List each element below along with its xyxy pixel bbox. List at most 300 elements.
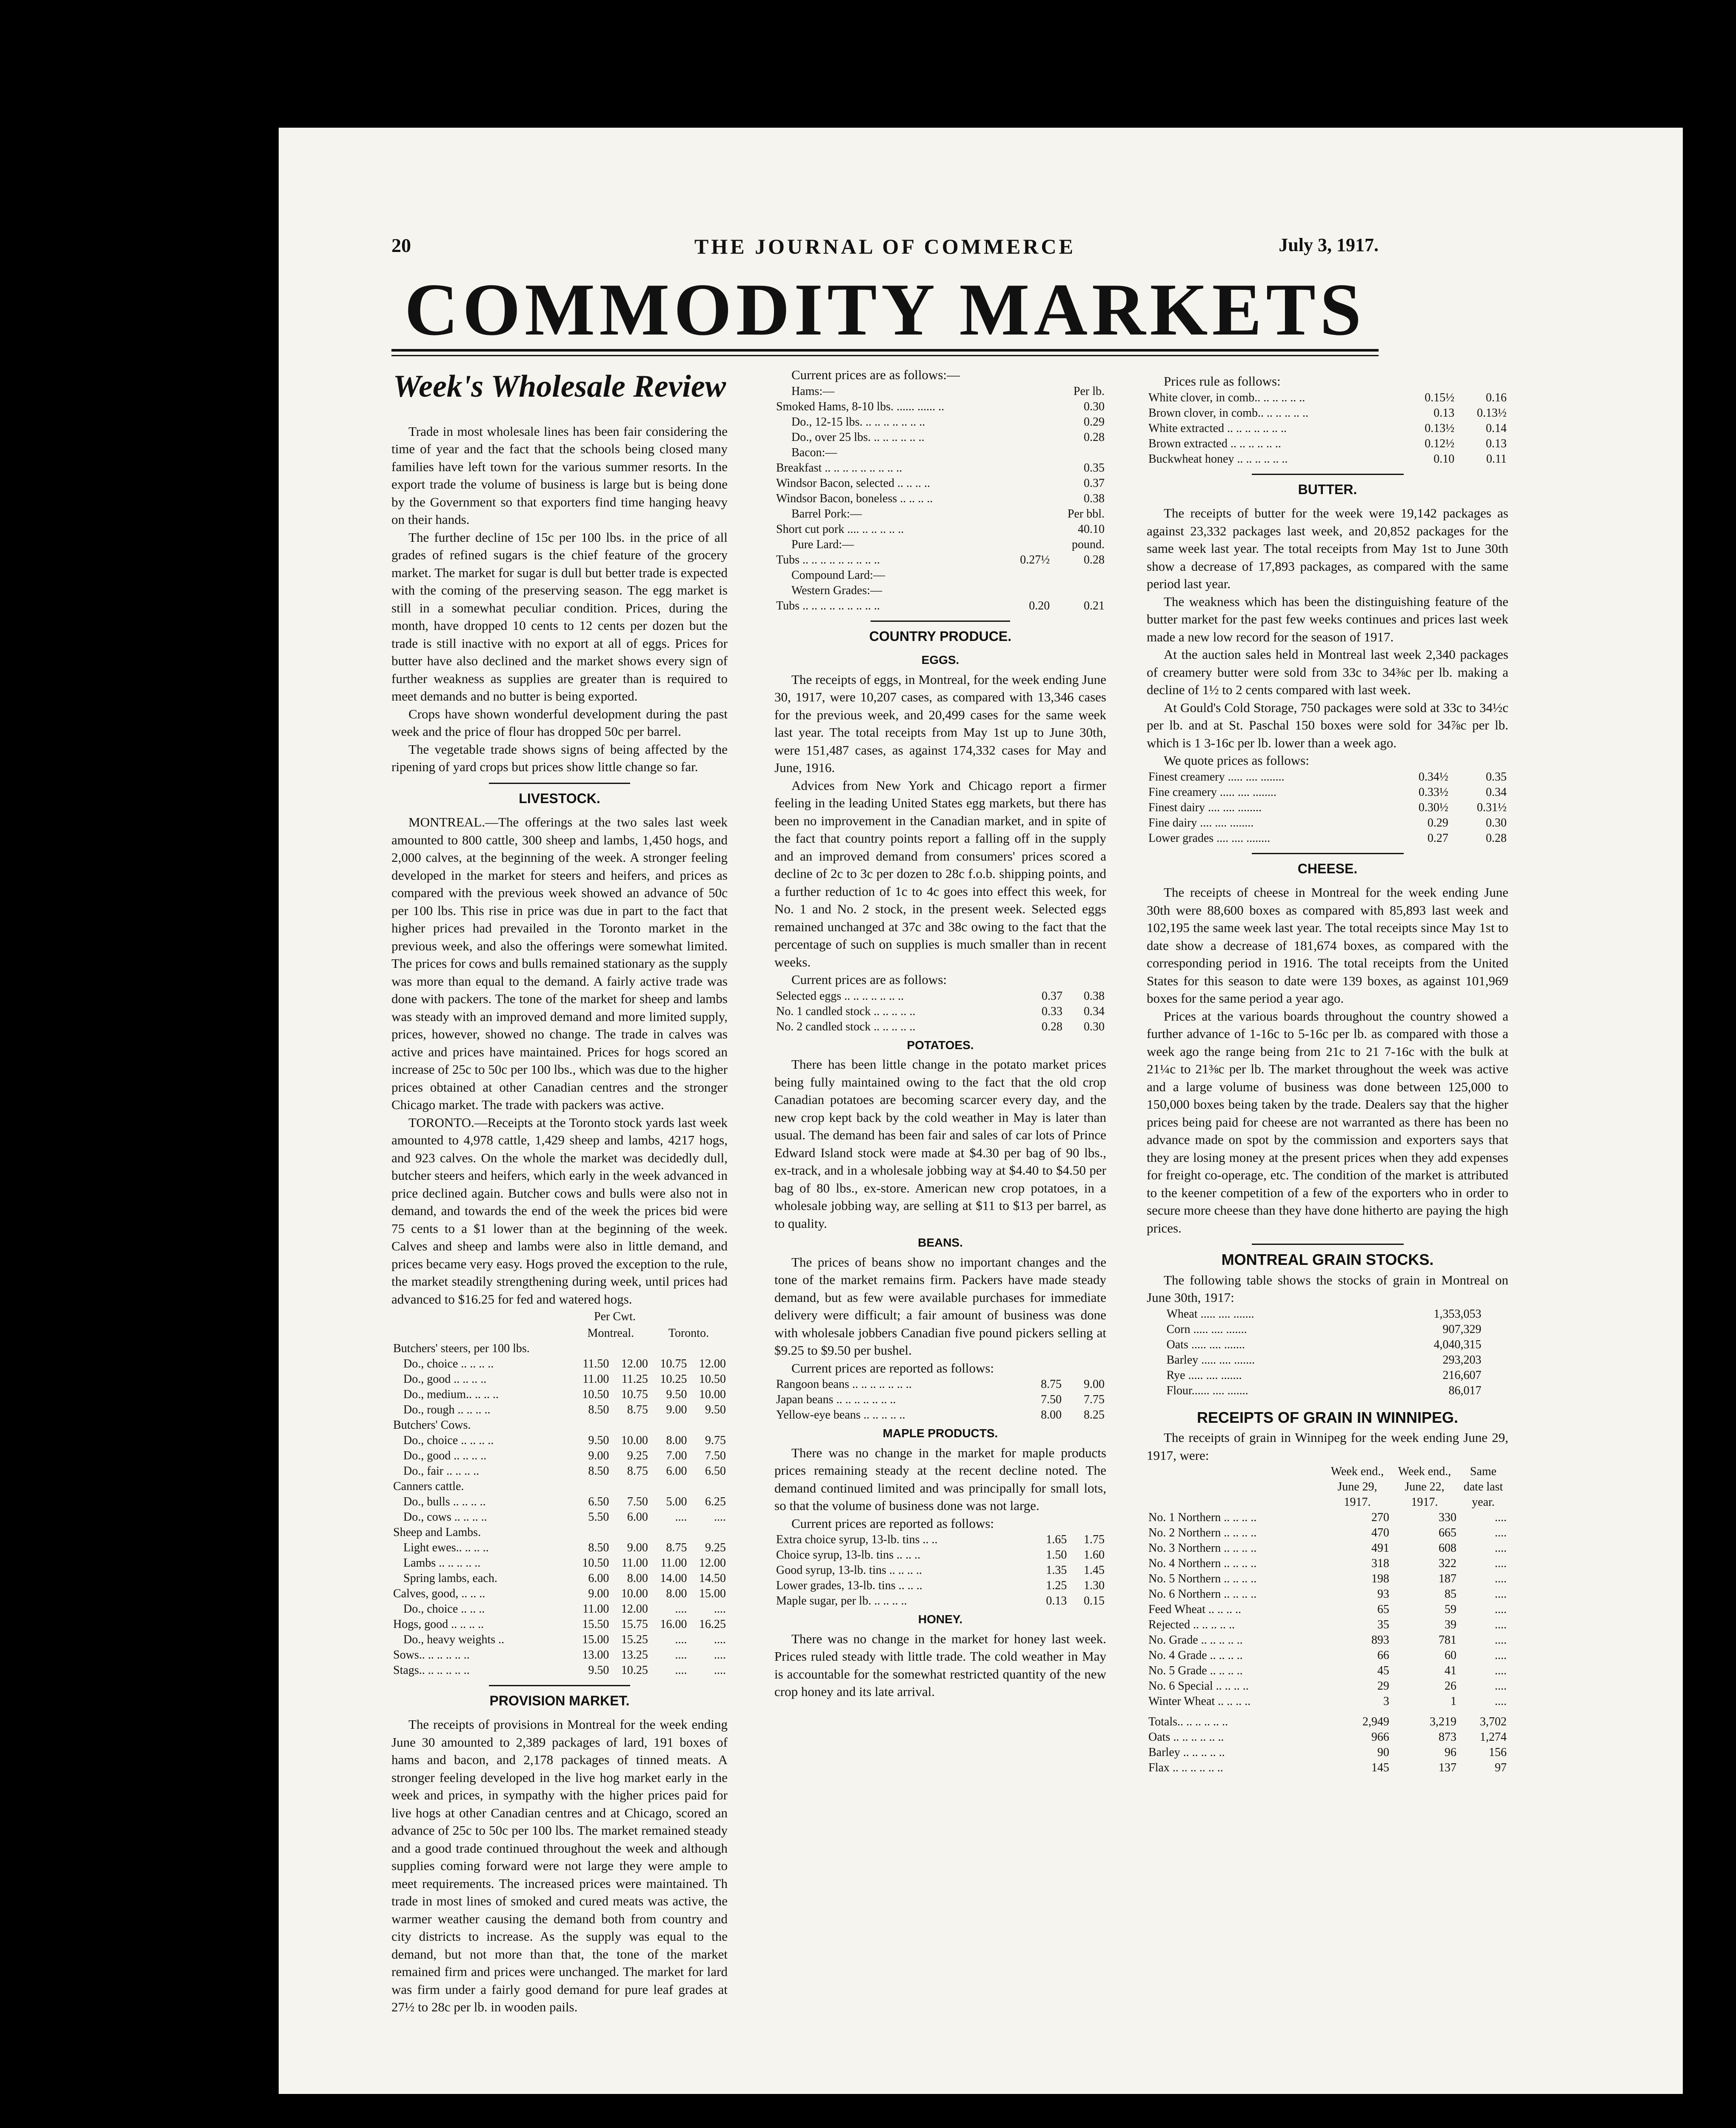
row-label: Totals.. .. .. .. .. .. bbox=[1148, 1715, 1228, 1728]
maple-body bbox=[774, 1444, 1106, 1515]
price-cell: 8.50 bbox=[588, 1464, 609, 1478]
stock-value: 293,203 bbox=[1442, 1353, 1482, 1367]
row-label: Lower grades, 13-lb. tins .. .. .. bbox=[776, 1579, 922, 1592]
livestock-row bbox=[391, 1418, 728, 1433]
price-cell: 14.50 bbox=[699, 1571, 726, 1585]
receipt-cell: 41 bbox=[1445, 1664, 1456, 1677]
row-label: Light ewes.. .. .. .. bbox=[403, 1541, 489, 1554]
price-cell: .... bbox=[714, 1648, 726, 1662]
row-label: Smoked Hams, 8-10 lbs. ...... ...... .. bbox=[776, 400, 945, 413]
col-week-june-22: Week end., June 22, 1917. bbox=[1398, 1465, 1451, 1509]
provision-row bbox=[774, 384, 1106, 399]
row-label: Tubs .. .. .. .. .. .. .. .. .. bbox=[776, 599, 880, 612]
eggs-body bbox=[774, 671, 1106, 971]
grain-stock-row bbox=[1165, 1368, 1483, 1383]
price-cell bbox=[650, 1525, 689, 1540]
price-cell bbox=[611, 1341, 650, 1356]
price-low: 0.30½ bbox=[1418, 801, 1448, 814]
row-label: Winter Wheat .. .. .. .. bbox=[1148, 1695, 1251, 1708]
receipt-cell: .... bbox=[1495, 1618, 1507, 1631]
row-label: No. 5 Grade .. .. .. .. bbox=[1148, 1664, 1243, 1677]
price-low: 0.13 bbox=[1433, 406, 1455, 420]
price-low: 7.50 bbox=[1041, 1393, 1062, 1406]
receipt-cell: .... bbox=[1495, 1603, 1507, 1616]
col-toronto: Toronto. bbox=[668, 1326, 709, 1340]
receipt-cell: 66 bbox=[1377, 1649, 1389, 1662]
price-cell bbox=[688, 1341, 728, 1356]
maple-row bbox=[774, 1593, 1106, 1609]
price-cell bbox=[572, 1341, 611, 1356]
receipt-cell: .... bbox=[1495, 1511, 1507, 1524]
price-cell: 9.75 bbox=[705, 1433, 726, 1447]
row-label: Flour...... .... ....... bbox=[1166, 1384, 1248, 1397]
row-label: Tubs .. .. .. .. .. .. .. .. .. bbox=[776, 553, 880, 566]
provision-row bbox=[774, 522, 1106, 537]
receipt-cell: .... bbox=[1495, 1633, 1507, 1647]
price-cell: 6.25 bbox=[705, 1495, 726, 1508]
price-high: 0.11 bbox=[1486, 452, 1507, 466]
masthead-rule-thin bbox=[391, 355, 1379, 356]
price-high: 9.00 bbox=[1084, 1378, 1105, 1391]
price-high: 0.21 bbox=[1084, 599, 1105, 612]
price-low: 0.10 bbox=[1433, 452, 1455, 466]
column-3 bbox=[1147, 372, 1508, 1776]
row-label: Rangoon beans .. .. .. .. .. .. .. bbox=[776, 1378, 912, 1391]
price-cell: 9.00 bbox=[666, 1403, 687, 1416]
price-cell: 9.00 bbox=[627, 1541, 648, 1554]
livestock-row bbox=[391, 1617, 728, 1632]
row-label: Sows.. .. .. .. .. .. bbox=[393, 1648, 470, 1662]
price-cell: 5.50 bbox=[588, 1510, 609, 1524]
row-label: Flax .. .. .. .. .. .. bbox=[1148, 1761, 1223, 1774]
row-label: No. 3 Northern .. .. .. .. bbox=[1148, 1542, 1257, 1555]
price-low bbox=[1007, 522, 1052, 537]
livestock-table-caption: Per Cwt. bbox=[594, 1310, 636, 1324]
row-label: Finest dairy .... .... ........ bbox=[1148, 801, 1262, 814]
row-label: Sheep and Lambs. bbox=[393, 1525, 481, 1539]
price-low bbox=[1007, 430, 1052, 445]
price-high: 0.34 bbox=[1084, 1004, 1105, 1018]
row-label: No. 5 Northern .. .. .. .. bbox=[1148, 1572, 1257, 1585]
winnipeg-row bbox=[1147, 1679, 1508, 1694]
price-high: 0.28 bbox=[1084, 430, 1105, 444]
butter-row bbox=[1147, 831, 1508, 846]
row-label: No. 2 candled stock .. .. .. .. .. bbox=[776, 1020, 916, 1033]
price-cell: 6.50 bbox=[705, 1464, 726, 1478]
price-high: 0.13½ bbox=[1477, 406, 1507, 420]
butter-row bbox=[1147, 769, 1508, 785]
grain-stocks-table bbox=[1165, 1307, 1483, 1399]
row-label: Oats .. .. .. .. .. .. bbox=[1148, 1730, 1224, 1744]
price-cell: 11.00 bbox=[582, 1602, 609, 1616]
price-cell: 9.50 bbox=[705, 1403, 726, 1416]
receipt-cell: 45 bbox=[1377, 1664, 1389, 1677]
issue-date: July 3, 1917. bbox=[1279, 235, 1379, 255]
livestock-row bbox=[391, 1602, 728, 1617]
price-cell bbox=[688, 1418, 728, 1433]
price-cell: 7.50 bbox=[627, 1495, 648, 1508]
row-label: Selected eggs .. .. .. .. .. .. .. bbox=[776, 989, 904, 1003]
row-label: Do., over 25 lbs. .. .. .. .. .. .. bbox=[791, 430, 925, 444]
maple-row bbox=[774, 1563, 1106, 1578]
livestock-row bbox=[391, 1341, 728, 1356]
price-high: 7.75 bbox=[1084, 1393, 1105, 1406]
price-cell: 11.25 bbox=[621, 1372, 648, 1386]
price-cell: .... bbox=[714, 1633, 726, 1646]
price-cell: 10.25 bbox=[621, 1663, 648, 1677]
row-label: Wheat ..... .... ....... bbox=[1166, 1307, 1254, 1321]
price-cell: 9.25 bbox=[627, 1449, 648, 1462]
winnipeg-row bbox=[1147, 1648, 1508, 1663]
stock-value: 86,017 bbox=[1448, 1384, 1482, 1397]
row-label: Do., fair .. .. .. .. bbox=[403, 1464, 480, 1478]
potatoes-title: POTATOES. bbox=[907, 1038, 974, 1052]
country-title: COUNTRY PRODUCE. bbox=[869, 628, 1012, 644]
price-cell: .... bbox=[714, 1663, 726, 1677]
price-low: 0.29 bbox=[1427, 816, 1448, 829]
provision-paragraph: The receipts of provisions in Montreal for the week ending June 30 amounted to 2,389 packages of lard, 191 boxes of hams and bacon, and 2,178 packages of tinned meats. A stronger feeling developed in the live hog market early in the week and prices, in sympathy with the higher prices paid for live hogs at other Canadian centres and at Chicago, scored an advance of 25c to 50c per 100 lbs. The market remained steady and a good trade continued throughout the week and although supplies coming forward were not large they were ample to meet requirements. The increased prices were maintained. Th trade in most lines of smoked and cured meats was active, the warmer weather causing the demand both from country and city districts to increase. As the supply was equal to the demand, but not more than that, the tone of the market remained firm and prices were unchanged. The market for lard was firm under a fairly good demand for pure leaf grades at 27½ to 28c per lb. in wooden pails. bbox=[391, 1717, 728, 2015]
receipt-cell: 96 bbox=[1445, 1746, 1456, 1759]
review-paragraph: Crops have shown wonderful development during the past week and the price of flour has dropped 50c per barrel. bbox=[391, 706, 728, 739]
row-label: Windsor Bacon, selected .. .. .. .. bbox=[776, 476, 931, 490]
butter-paragraph: At the auction sales held in Montreal last week 2,340 packages of creamery butter were sold from 33c to 34⅜c per lb. making a decline of 1½ to 2 cents compared with last week. bbox=[1147, 647, 1508, 697]
receipt-cell: 318 bbox=[1371, 1557, 1389, 1570]
price-cell: 14.00 bbox=[660, 1571, 687, 1585]
receipt-cell: 491 bbox=[1371, 1542, 1389, 1555]
price-cell: 9.00 bbox=[588, 1587, 609, 1600]
price-cell: 5.00 bbox=[666, 1495, 687, 1508]
receipt-cell: 187 bbox=[1439, 1572, 1456, 1585]
winnipeg-row bbox=[1147, 1556, 1508, 1571]
price-cell: 7.50 bbox=[705, 1449, 726, 1462]
price-low: 0.33½ bbox=[1418, 785, 1448, 799]
row-label: Butchers' steers, per 100 lbs. bbox=[393, 1341, 530, 1355]
row-label: Short cut pork .... .. .. .. .. .. bbox=[776, 522, 904, 536]
price-high: 0.16 bbox=[1486, 391, 1507, 404]
row-label: Bacon:— bbox=[791, 446, 837, 459]
row-label: Finest creamery ..... .... ........ bbox=[1148, 770, 1285, 784]
price-cell: 7.00 bbox=[666, 1449, 687, 1462]
section-rule bbox=[1252, 853, 1404, 854]
price-low: 0.12½ bbox=[1425, 437, 1455, 450]
row-label: Do., choice .. .. .. bbox=[403, 1602, 485, 1616]
provision-row bbox=[774, 598, 1106, 614]
receipt-cell: 3,702 bbox=[1480, 1715, 1507, 1728]
price-cell: 9.25 bbox=[705, 1541, 726, 1554]
livestock-row bbox=[391, 1356, 728, 1372]
winnipeg-row bbox=[1147, 1602, 1508, 1617]
provision-row bbox=[774, 476, 1106, 491]
price-high: 0.37 bbox=[1084, 476, 1105, 490]
provision-row bbox=[774, 460, 1106, 476]
receipt-cell: 3,219 bbox=[1430, 1715, 1456, 1728]
receipt-cell: 665 bbox=[1439, 1526, 1456, 1539]
price-cell: 8.00 bbox=[627, 1571, 648, 1585]
receipt-cell: 470 bbox=[1371, 1526, 1389, 1539]
provision-body bbox=[391, 1716, 728, 2016]
price-high: 0.38 bbox=[1084, 492, 1105, 505]
stock-value: 4,040,315 bbox=[1433, 1338, 1482, 1351]
price-low: 0.20 bbox=[1029, 599, 1050, 612]
receipt-cell: 1 bbox=[1450, 1695, 1456, 1708]
price-low: 8.75 bbox=[1041, 1378, 1062, 1391]
price-cell: 10.00 bbox=[621, 1587, 648, 1600]
winnipeg-row bbox=[1147, 1663, 1508, 1679]
price-cell: 8.00 bbox=[666, 1587, 687, 1600]
price-cell: 15.50 bbox=[582, 1617, 609, 1631]
livestock-row bbox=[391, 1372, 728, 1387]
price-high: 0.28 bbox=[1084, 553, 1105, 566]
price-cell: 16.00 bbox=[660, 1617, 687, 1631]
cheese-paragraph: Prices at the various boards throughout the country showed a further advance of 1-16c to 5-16c per lb. as compared with those a week ago the range being from 21c to 21 7-16c with the bulk at 21¼c to 21⅜c per lb. The market throughout the week was active and a large volume of business was done between 125,000 to 150,000 boxes being taken by the trade. Dealers say that the higher prices being paid for cheese are not warranted as there has been no advance made on spot by the commission and exporters says that they are losing money at the present prices when they add expenses for freight co-operage, etc. The condition of the market is attributed to the keener competition of a few of the exporters who in order to secure more cheese than they have done hitherto are paying the high prices. bbox=[1147, 1008, 1508, 1236]
receipt-cell: 97 bbox=[1495, 1761, 1507, 1774]
price-high: 0.29 bbox=[1084, 415, 1105, 429]
eggs-intro: Current prices are as follows: bbox=[791, 972, 947, 987]
potatoes-body bbox=[774, 1055, 1106, 1232]
price-cell: .... bbox=[675, 1602, 687, 1616]
price-high: 0.31½ bbox=[1477, 801, 1507, 814]
price-cell bbox=[650, 1341, 689, 1356]
page-header bbox=[391, 234, 1379, 264]
price-low bbox=[1007, 491, 1052, 506]
price-cell: 12.00 bbox=[621, 1357, 648, 1370]
butter-row bbox=[1147, 785, 1508, 800]
receipt-cell: .... bbox=[1495, 1572, 1507, 1585]
livestock-title: LIVESTOCK. bbox=[519, 790, 600, 806]
price-low: 0.28 bbox=[1042, 1020, 1063, 1033]
livestock-row bbox=[391, 1448, 728, 1464]
price-high: Per bbl. bbox=[1067, 507, 1105, 521]
price-cell: 9.00 bbox=[588, 1449, 609, 1462]
honey-paragraph: There was no change in the market for honey last week. Prices ruled steady with little trade. The cold weather in May is accountable for the somewhat restricted quantity of the new crop honey and its late arrival. bbox=[774, 1631, 1106, 1699]
row-label: No. 2 Northern .. .. .. .. bbox=[1148, 1526, 1257, 1539]
price-cell: 10.00 bbox=[621, 1433, 648, 1447]
row-label: Maple sugar, per lb. .. .. .. .. bbox=[776, 1594, 907, 1607]
price-low bbox=[1007, 445, 1052, 460]
winnipeg-total-row bbox=[1147, 1760, 1508, 1776]
livestock-row bbox=[391, 1556, 728, 1571]
price-low bbox=[1007, 415, 1052, 430]
review-paragraph: The further decline of 15c per 100 lbs. in the price of all grades of refined sugars is the chief feature of the grocery market. The market for sugar is dull but better trade is expected with the coming of the preserving season. The egg market is still in a somewhat peculiar condition. Prices, during the month, have dropped 10 cents to 12 cents per dozen but the trade is still inactive with no export at all of eggs. Prices for butter have also declined and the market shows every sign of further weakness as supplies are greater than is required to meet demands and no butter is being exported. bbox=[391, 529, 728, 704]
honey-row bbox=[1147, 436, 1508, 452]
row-label: White clover, in comb.. .. .. .. .. .. bbox=[1148, 391, 1305, 404]
row-label: Yellow-eye beans .. .. .. .. .. bbox=[776, 1408, 905, 1422]
row-label: Rejected .. .. .. .. .. bbox=[1148, 1618, 1235, 1631]
beans-paragraph: The prices of beans show no important changes and the tone of the market remains firm. Packers have made steady demand, but as few were available purchases for immediate delivery were difficult; a fair amount of business was done with wholesale jobbers Canadian five pound pickers selling at $9.25 to $9.50 per bushel. bbox=[774, 1254, 1106, 1358]
honey-row bbox=[1147, 406, 1508, 421]
review-paragraph: The vegetable trade shows signs of being affected by the ripening of yard crops but prices show little change so far. bbox=[391, 741, 728, 775]
stock-value: 907,329 bbox=[1442, 1322, 1482, 1336]
livestock-row bbox=[391, 1464, 728, 1479]
receipt-cell: 330 bbox=[1439, 1511, 1456, 1524]
beans-row bbox=[774, 1407, 1106, 1423]
price-cell: 6.00 bbox=[627, 1510, 648, 1524]
price-cell: .... bbox=[714, 1602, 726, 1616]
price-low bbox=[1007, 568, 1052, 583]
row-label: Calves, good, .. .. .. bbox=[393, 1587, 485, 1600]
eggs-paragraph: Advices from New York and Chicago report a firmer feeling in the leading United States egg markets, but there has been no improvement in the Canadian market, and in spite of the fact that country points report a falling off in the supply and an improved demand from consumers' prices scored a decline of 2c to 3c per dozen to 28c f.o.b. shipping points, and a further reduction of 1c to 4c goes into effect this week, for No. 1 and No. 2 stock, in the present week. Selected eggs remained unchanged at 37c and 38c owing to the fact that the percentage of such on supplies is much smaller than in recent weeks. bbox=[774, 778, 1106, 970]
row-label: Breakfast .. .. .. .. .. .. .. .. .. bbox=[776, 461, 902, 475]
livestock-row bbox=[391, 1494, 728, 1510]
provision-row bbox=[774, 568, 1106, 583]
maple-row bbox=[774, 1578, 1106, 1593]
section-rule bbox=[1252, 1244, 1404, 1245]
column-1 bbox=[391, 366, 728, 2016]
winnipeg-row bbox=[1147, 1525, 1508, 1541]
livestock-row bbox=[391, 1571, 728, 1586]
row-label: Good syrup, 13-lb. tins .. .. .. .. bbox=[776, 1564, 922, 1577]
row-label: Hogs, good .. .. .. .. bbox=[393, 1617, 484, 1631]
receipt-cell: 90 bbox=[1377, 1746, 1389, 1759]
beans-row bbox=[774, 1377, 1106, 1392]
stock-value: 216,607 bbox=[1442, 1368, 1482, 1382]
row-label: Feed Wheat .. .. .. .. bbox=[1148, 1603, 1241, 1616]
provision-row bbox=[774, 506, 1106, 522]
row-label: Western Grades:— bbox=[791, 583, 882, 597]
row-label: No. Grade .. .. .. .. .. bbox=[1148, 1633, 1243, 1647]
grain-stocks-title: MONTREAL GRAIN STOCKS. bbox=[1221, 1251, 1434, 1268]
livestock-row bbox=[391, 1525, 728, 1540]
row-label: Canners cattle. bbox=[393, 1479, 464, 1493]
cheese-body bbox=[1147, 884, 1508, 1237]
price-low: 1.25 bbox=[1046, 1579, 1067, 1592]
receipt-cell: 29 bbox=[1377, 1679, 1389, 1693]
price-cell: 13.00 bbox=[582, 1648, 609, 1662]
price-cell: 8.75 bbox=[666, 1541, 687, 1554]
livestock-row bbox=[391, 1479, 728, 1494]
maple-intro: Current prices are reported as follows: bbox=[791, 1516, 994, 1531]
provision-row bbox=[774, 491, 1106, 506]
receipt-cell: 65 bbox=[1377, 1603, 1389, 1616]
review-paragraph: Trade in most wholesale lines has been fair considering the time of year and the fact that the schools being closed many families have left town for the various summer resorts. In the export trade the volume of business is large but is being done by the Government so that exporters find time hanging heavy on their hands. bbox=[391, 423, 728, 527]
potatoes-paragraph: There has been little change in the potato market prices being fully maintained owing to the fact that the old crop Canadian potatoes are becoming scarcer every day, and the new crop kept back by the cold weather in May is later than usual. The demand has been fair and sales of car lots of Prince Edward Island stock were made at $4.30 per bag of 90 lbs., ex-track, and in a wholesale jobbing way at $4.40 to $4.50 per bag of 80 lbs., ex-store. American new crop potatoes, in a wholesale jobbing way, are selling at $11 to $13 per barrel, as to quality. bbox=[774, 1057, 1106, 1231]
price-cell: .... bbox=[675, 1510, 687, 1524]
price-cell: 10.00 bbox=[699, 1387, 726, 1401]
provision-row bbox=[774, 399, 1106, 415]
receipt-cell: 2,949 bbox=[1362, 1715, 1389, 1728]
livestock-body bbox=[391, 813, 728, 1308]
price-low: 1.35 bbox=[1046, 1564, 1067, 1577]
receipt-cell: 1,274 bbox=[1480, 1730, 1507, 1744]
price-high: 0.30 bbox=[1486, 816, 1507, 829]
row-label: Do., cows .. .. .. .. bbox=[403, 1510, 487, 1524]
price-low: 0.13½ bbox=[1425, 421, 1455, 435]
price-cell bbox=[572, 1418, 611, 1433]
price-cell: 8.75 bbox=[627, 1464, 648, 1478]
price-cell: 11.00 bbox=[582, 1372, 609, 1386]
provision-row bbox=[774, 583, 1106, 598]
row-label: Do., rough .. .. .. .. bbox=[403, 1403, 491, 1416]
provision-row bbox=[774, 445, 1106, 460]
price-cell: 6.00 bbox=[666, 1464, 687, 1478]
price-low bbox=[1007, 460, 1052, 476]
row-label: Do., good .. .. .. .. bbox=[403, 1449, 487, 1462]
butter-body bbox=[1147, 504, 1508, 752]
price-low bbox=[1007, 384, 1052, 399]
price-low: 0.27½ bbox=[1020, 553, 1050, 566]
winnipeg-intro: The receipts of grain in Winnipeg for the week ending June 29, 1917, were: bbox=[1147, 1430, 1508, 1463]
row-label: Lower grades .... .... ........ bbox=[1148, 831, 1271, 845]
row-label: Compound Lard:— bbox=[791, 568, 885, 582]
row-label: Choice syrup, 13-lb. tins .. .. .. bbox=[776, 1548, 921, 1562]
newspaper-page bbox=[279, 128, 1683, 2094]
price-cell: 6.00 bbox=[588, 1571, 609, 1585]
col-week-june-29: Week end., June 29, 1917. bbox=[1331, 1465, 1384, 1509]
livestock-row bbox=[391, 1402, 728, 1418]
row-label: Brown extracted .. .. .. .. .. .. bbox=[1148, 437, 1281, 450]
price-low bbox=[1007, 537, 1052, 552]
masthead: COMMODITY MARKETS bbox=[404, 268, 1366, 351]
row-label: White extracted .. .. .. .. .. .. .. bbox=[1148, 421, 1287, 435]
maple-paragraph: There was no change in the market for maple products prices remaining steady at the recent decline noted. The demand continued limited and was principally for small lots, so that the volume of business done was not large. bbox=[774, 1445, 1106, 1513]
price-high: 0.28 bbox=[1486, 831, 1507, 845]
provision-row bbox=[774, 537, 1106, 552]
provision-row bbox=[774, 415, 1106, 430]
row-label: Japan beans .. .. .. .. .. .. .. bbox=[776, 1393, 896, 1406]
row-label: No. 4 Grade .. .. .. .. bbox=[1148, 1649, 1243, 1662]
butter-paragraph: The receipts of butter for the week were 19,142 packages as against 23,332 packages last week, and 20,852 packages for the same week last year. The total receipts from May 1st to June 30th show a decrease of 17,893 packages, as compared with the same period last year. bbox=[1147, 506, 1508, 591]
honey-title: HONEY. bbox=[918, 1613, 963, 1626]
butter-row bbox=[1147, 800, 1508, 815]
row-label: No. 4 Northern .. .. .. .. bbox=[1148, 1557, 1257, 1570]
receipt-cell: .... bbox=[1495, 1679, 1507, 1693]
page-number: 20 bbox=[391, 235, 411, 256]
row-label: Do., medium.. .. .. .. bbox=[403, 1387, 499, 1401]
winnipeg-total-row bbox=[1147, 1730, 1508, 1745]
price-cell: .... bbox=[675, 1663, 687, 1677]
maple-row bbox=[774, 1547, 1106, 1563]
price-cell: 10.75 bbox=[621, 1387, 648, 1401]
row-label: Barley .. .. .. .. .. bbox=[1148, 1746, 1225, 1759]
price-cell bbox=[611, 1525, 650, 1540]
review-title: Week's Wholesale Review bbox=[393, 369, 726, 404]
livestock-table bbox=[391, 1326, 728, 1678]
price-high: 1.30 bbox=[1084, 1579, 1105, 1592]
row-label: Corn ..... .... ....... bbox=[1166, 1322, 1247, 1336]
price-high: 8.25 bbox=[1084, 1408, 1105, 1422]
row-label: Fine creamery ..... .... ........ bbox=[1148, 785, 1276, 799]
stock-value: 1,353,053 bbox=[1433, 1307, 1482, 1321]
price-cell bbox=[572, 1479, 611, 1494]
receipt-cell: 137 bbox=[1439, 1761, 1456, 1774]
receipt-cell: 966 bbox=[1371, 1730, 1389, 1744]
livestock-row bbox=[391, 1632, 728, 1647]
maple-title: MAPLE PRODUCTS. bbox=[882, 1427, 998, 1440]
maple-table bbox=[774, 1532, 1106, 1609]
receipt-cell: 93 bbox=[1377, 1587, 1389, 1601]
butter-paragraph: At Gould's Cold Storage, 750 packages were sold at 33c to 34½c per lb. and at St. Paschal 150 boxes were sold for 34⅞c per lb. which is 1 3-16c per lb. lower than a week ago. bbox=[1147, 700, 1508, 750]
price-cell: 12.00 bbox=[621, 1602, 648, 1616]
row-label: Spring lambs, each. bbox=[403, 1571, 497, 1585]
livestock-row bbox=[391, 1433, 728, 1448]
price-low bbox=[1007, 583, 1052, 598]
price-high: Per lb. bbox=[1073, 384, 1105, 398]
row-label: Brown clover, in comb.. .. .. .. .. .. bbox=[1148, 406, 1309, 420]
price-low: 1.65 bbox=[1046, 1533, 1067, 1546]
row-label: Rye ..... .... ....... bbox=[1166, 1368, 1242, 1382]
honey-body bbox=[774, 1630, 1106, 1701]
grain-stock-row bbox=[1165, 1322, 1483, 1337]
price-high bbox=[1051, 445, 1106, 460]
price-cell bbox=[611, 1479, 650, 1494]
receipt-cell: 781 bbox=[1439, 1633, 1456, 1647]
beans-intro: Current prices are reported as follows: bbox=[791, 1360, 994, 1376]
provision-row bbox=[774, 552, 1106, 568]
winnipeg-row bbox=[1147, 1510, 1508, 1525]
row-label: Do., choice .. .. .. .. bbox=[403, 1433, 494, 1447]
price-cell bbox=[572, 1525, 611, 1540]
honey-row bbox=[1147, 390, 1508, 406]
